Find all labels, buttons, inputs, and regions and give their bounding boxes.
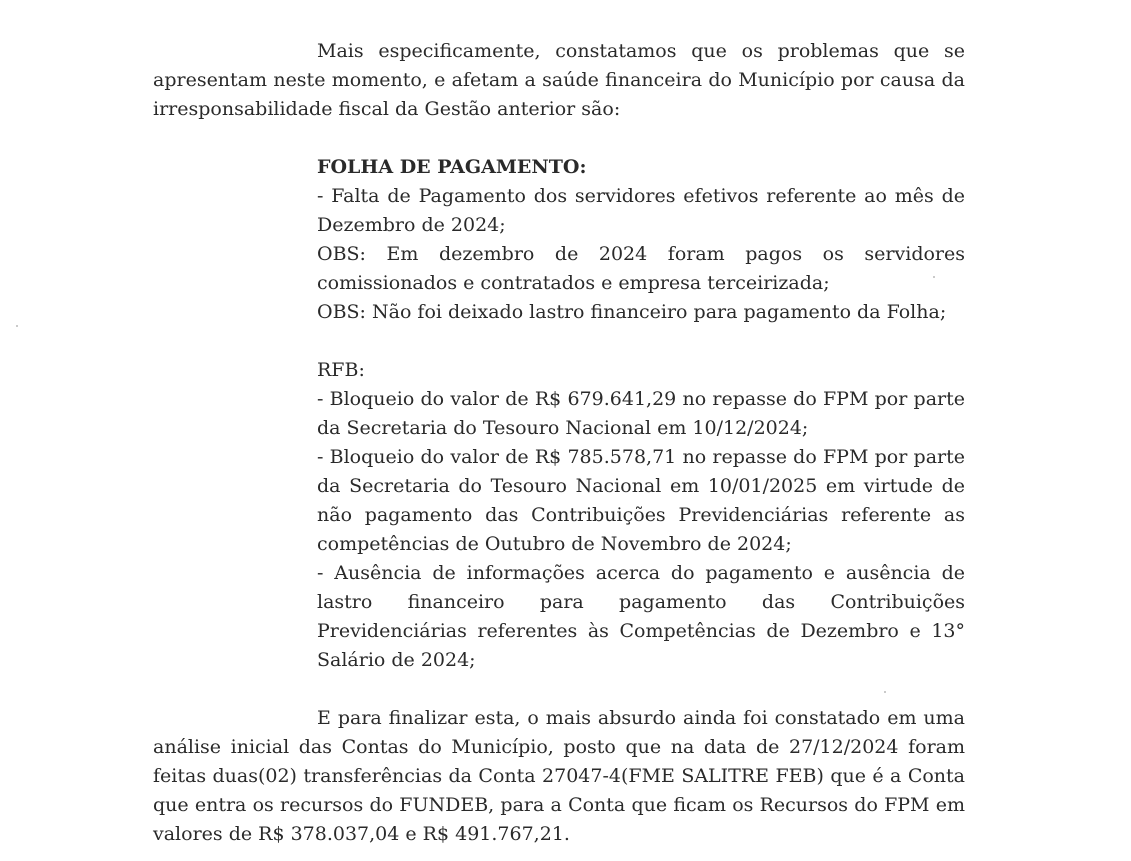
rfb-line-9: Previdenciárias referentes às Competências de Dezembro e 13°	[317, 620, 965, 642]
rfb-line-3: - Bloqueio do valor de R$ 785.578,71 no repasse do FPM por parte	[317, 446, 965, 468]
folha-line-3: OBS: Em dezembro de 2024 foram pagos os servidores	[317, 243, 965, 265]
rfb-line-5: não pagamento das Contribuições Previdenciárias referente as	[317, 504, 965, 526]
rfb-line-2: da Secretaria do Tesouro Nacional em 10/12/2024;	[317, 417, 809, 439]
intro-line-2: apresentam neste momento, e afetam a saúde financeira do Município por causa da	[153, 69, 965, 91]
folha-heading: FOLHA DE PAGAMENTO:	[317, 156, 587, 178]
closing-line-5: valores de R$ 378.037,04 e R$ 491.767,21.	[153, 823, 570, 845]
intro-line-1: Mais especificamente, constatamos que os problemas que se	[317, 40, 965, 62]
rfb-line-4: da Secretaria do Tesouro Nacional em 10/01/2025 em virtude de	[317, 475, 965, 497]
closing-line-1: E para finalizar esta, o mais absurdo ainda foi constatado em uma	[317, 707, 965, 729]
closing-line-2: análise inicial das Contas do Município, posto que na data de 27/12/2024 foram	[153, 736, 965, 758]
scan-speck	[884, 691, 886, 693]
folha-line-5: OBS: Não foi deixado lastro financeiro para pagamento da Folha;	[317, 301, 947, 323]
folha-line-1: - Falta de Pagamento dos servidores efetivos referente ao mês de	[317, 185, 965, 207]
scan-speck	[16, 325, 18, 327]
rfb-line-8: lastro financeiro para pagamento das Contribuições	[317, 591, 965, 613]
folha-line-4: comissionados e contratados e empresa terceirizada;	[317, 272, 830, 294]
rfb-heading: RFB:	[317, 359, 365, 381]
folha-line-2: Dezembro de 2024;	[317, 214, 506, 236]
rfb-line-6: competências de Outubro de Novembro de 2024;	[317, 533, 792, 555]
rfb-line-1: - Bloqueio do valor de R$ 679.641,29 no repasse do FPM por parte	[317, 388, 965, 410]
closing-line-4: que entra os recursos do FUNDEB, para a Conta que ficam os Recursos do FPM em	[153, 794, 965, 816]
intro-line-3: irresponsabilidade fiscal da Gestão anterior são:	[153, 98, 621, 120]
closing-line-3: feitas duas(02) transferências da Conta 27047-4(FME SALITRE FEB) que é a Conta	[153, 765, 965, 787]
rfb-line-7: - Ausência de informações acerca do pagamento e ausência de	[317, 562, 965, 584]
rfb-line-10: Salário de 2024;	[317, 649, 476, 671]
scan-speck	[933, 276, 935, 278]
